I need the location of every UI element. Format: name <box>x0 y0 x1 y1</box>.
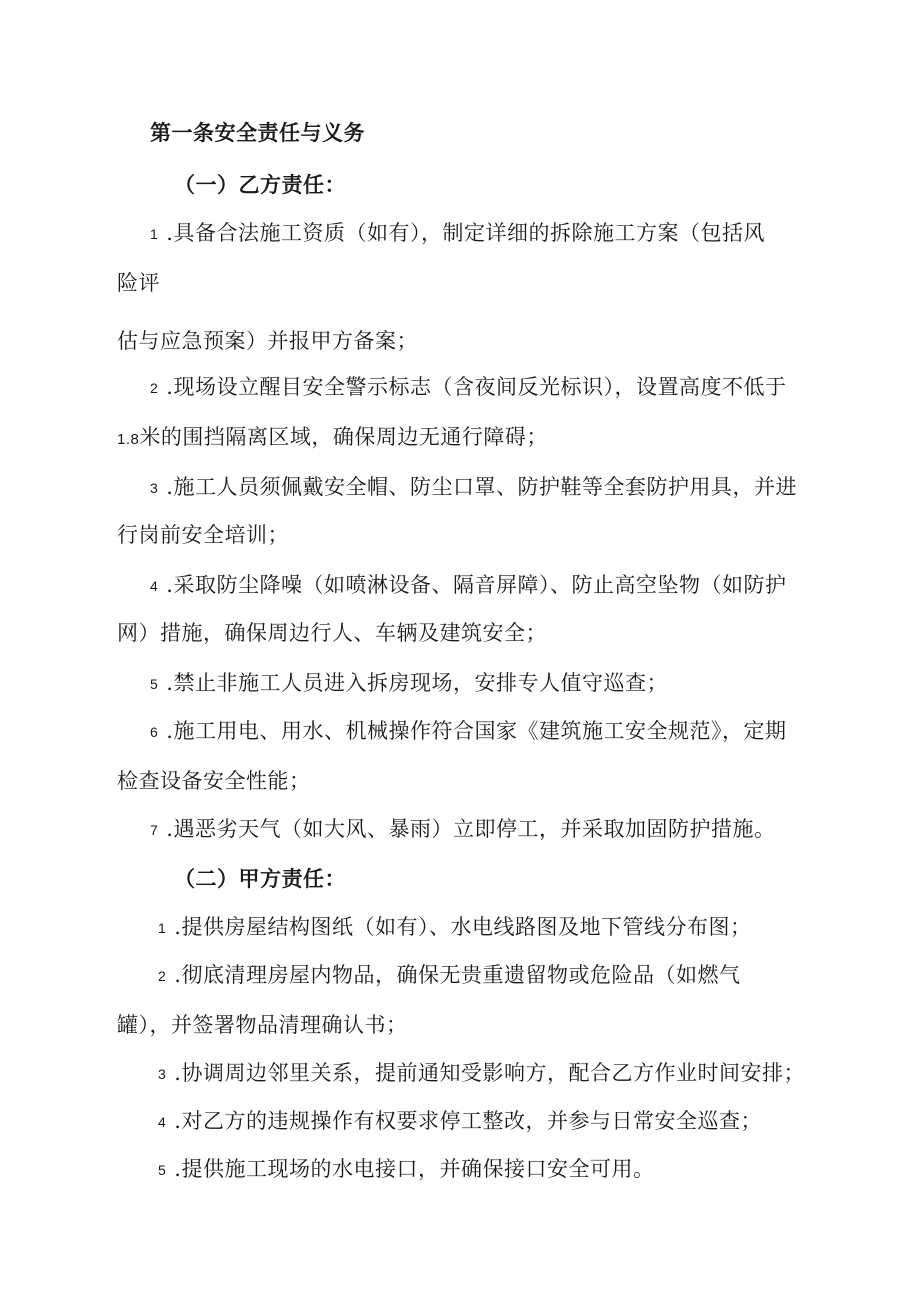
item-number: 4 <box>158 1114 167 1130</box>
party-b-item-1 <box>150 218 765 249</box>
party-b-item-2-cont <box>117 422 548 455</box>
party-a-item-2 <box>158 960 740 991</box>
item-number: 1 <box>158 920 167 936</box>
party-b-item-7 <box>150 814 775 845</box>
party-a-item-1 <box>158 912 751 943</box>
party-b-item-5 <box>150 668 668 699</box>
item-number: 3 <box>150 480 159 496</box>
item-number: 1 <box>150 226 159 242</box>
item-text: .禁止非施工人员进入拆房现场，安排专人值守巡查； <box>166 671 668 695</box>
item-number: 2 <box>158 968 167 984</box>
party-b-item-4-cont: 网）措施，确保周边行人、车辆及建筑安全； <box>117 621 547 645</box>
item-text: .施工用电、用水、机械操作符合国家《建筑施工安全规范》，定期 <box>166 719 787 743</box>
party-b-item-6 <box>150 716 786 747</box>
item-text: .协调周边邻里关系，提前通知受影响方，配合乙方作业时间安排； <box>174 1061 805 1085</box>
item-text: .对乙方的违规操作有权要求停工整改，并参与日常安全巡查； <box>174 1109 762 1133</box>
item-number: 5 <box>150 676 159 692</box>
height-value: 1.8 <box>117 431 140 448</box>
party-b-item-3 <box>150 472 797 503</box>
item-text: .遇恶劣天气（如大风、暴雨）立即停工，并采取加固防护措施。 <box>166 817 776 841</box>
item-text: .具备合法施工资质（如有），制定详细的拆除施工方案（包括风 <box>166 221 765 245</box>
party-b-item-2 <box>150 372 786 403</box>
party-a-item-4 <box>158 1106 762 1137</box>
item-text: 米的围挡隔离区域，确保周边无通行障碍； <box>139 425 548 449</box>
item-text: .采取防尘降噪（如喷淋设备、隔音屏障）、防止高空坠物（如防护 <box>166 573 787 597</box>
party-b-item-1-cont: 险评 <box>117 271 160 295</box>
item-number: 5 <box>158 1162 167 1178</box>
item-number: 7 <box>150 822 159 838</box>
item-number: 6 <box>150 724 159 740</box>
party-b-item-3-cont: 行岗前安全培训； <box>117 523 289 547</box>
party-b-heading: （一）乙方责任： <box>174 172 346 197</box>
item-text: .施工人员须佩戴安全帽、防尘口罩、防护鞋等全套防护用具，并进 <box>166 475 797 499</box>
party-a-heading: （二）甲方责任： <box>174 866 346 891</box>
item-number: 2 <box>150 380 159 396</box>
party-b-item-4 <box>150 570 786 601</box>
item-number: 4 <box>150 578 159 594</box>
party-a-item-2-cont: 罐），并签署物品清理确认书； <box>117 1013 408 1037</box>
item-text: .提供房屋结构图纸（如有）、水电线路图及地下管线分布图； <box>174 915 752 939</box>
item-number: 3 <box>158 1066 167 1082</box>
party-b-item-1-cont2: 估与应急预案）并报甲方备案； <box>117 329 418 353</box>
item-text: .现场设立醒目安全警示标志（含夜间反光标识），设置高度不低于 <box>166 375 787 399</box>
item-text: .提供施工现场的水电接口，并确保接口安全可用。 <box>174 1157 655 1181</box>
item-text: .彻底清理房屋内物品，确保无贵重遗留物或危险品（如燃气 <box>174 963 741 987</box>
section-title: 第一条安全责任与义务 <box>150 120 365 145</box>
party-b-item-6-cont: 检查设备安全性能； <box>117 769 311 793</box>
party-a-item-3 <box>158 1058 805 1089</box>
party-a-item-5 <box>158 1154 654 1185</box>
